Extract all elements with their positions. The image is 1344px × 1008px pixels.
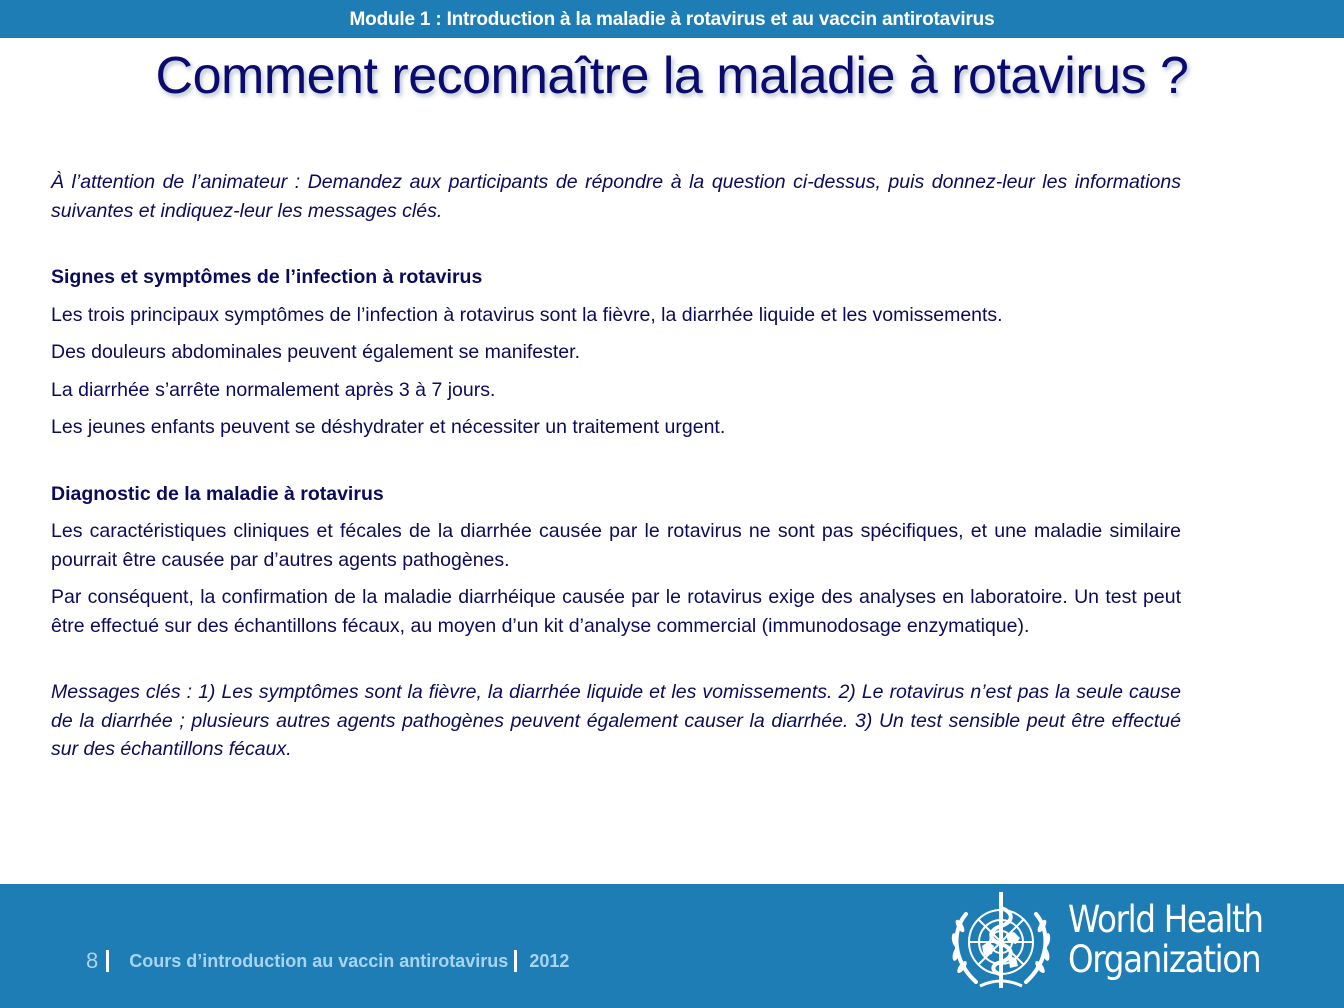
key-messages: Messages clés : 1) Les symptômes sont la fièvre, la diarrhée liquide et les vomissements. 2) Le rotavirus n’est pas la seule cause de la diarrhée ; plusieurs autres agents pathogènes peuvent également causer la diarrhée. 3) Un test sensible peut être effectué sur des échantillons fécaux. [51,681,1181,760]
diagnosis-paragraph: Par conséquent, la confirmation de la maladie diarrhéique causée par le rotavirus exige des analyses en laboratoire. Un test peut être effectué sur des échantillons fécaux, au moyen d’un kit d’analyse commercial (immunodosage enzymatique). [51,586,1181,637]
slide-title: Comment reconnaître la maladie à rotavirus ? [155,47,1189,105]
module-header-bar [0,0,1344,38]
footer-year: 2012 [529,950,570,971]
module-title: Module 1 : Introduction à la maladie à rotavirus et au vaccin antirotavirus [349,9,995,30]
page-number: 8 [86,948,99,973]
separator [514,950,517,972]
symptoms-paragraph: Des douleurs abdominales peuvent également se manifester. [51,341,580,363]
symptoms-paragraph: Les trois principaux symptômes de l’infection à rotavirus sont la fièvre, la diarrhée liquide et les vomissements. [51,303,1003,326]
slide-content [51,168,1181,764]
who-wordmark [1068,900,1263,980]
symptoms-paragraph: La diarrhée s’arrête normalement après 3 à 7 jours. [51,378,496,401]
org-name-line2: Organization [1068,938,1261,981]
course-title: Cours d’introduction au vaccin antirotavirus [129,950,509,971]
section-heading-symptoms: Signes et symptômes de l’infection à rotavirus [51,266,483,288]
who-emblem-icon [942,886,1060,998]
diagnosis-paragraph: Les caractéristiques cliniques et fécales de la diarrhée causée par le rotavirus ne sont pas spécifiques, et une maladie similaire pourrait être causée par d’autres agents pathogènes. [51,520,1181,571]
org-name-line1: World Health [1068,898,1263,941]
section-heading-diagnosis: Diagnostic de la maladie à rotavirus [51,482,384,505]
facilitator-note: À l’attention de l’animateur : Demandez aux participants de répondre à la question ci-dessus, puis donnez-leur les informations suivantes et indiquez-leur les messages clés. [51,171,1181,222]
footer-caption [86,948,569,974]
separator [106,950,109,972]
symptoms-paragraph: Les jeunes enfants peuvent se déshydrater et nécessiter un traitement urgent. [51,416,726,438]
